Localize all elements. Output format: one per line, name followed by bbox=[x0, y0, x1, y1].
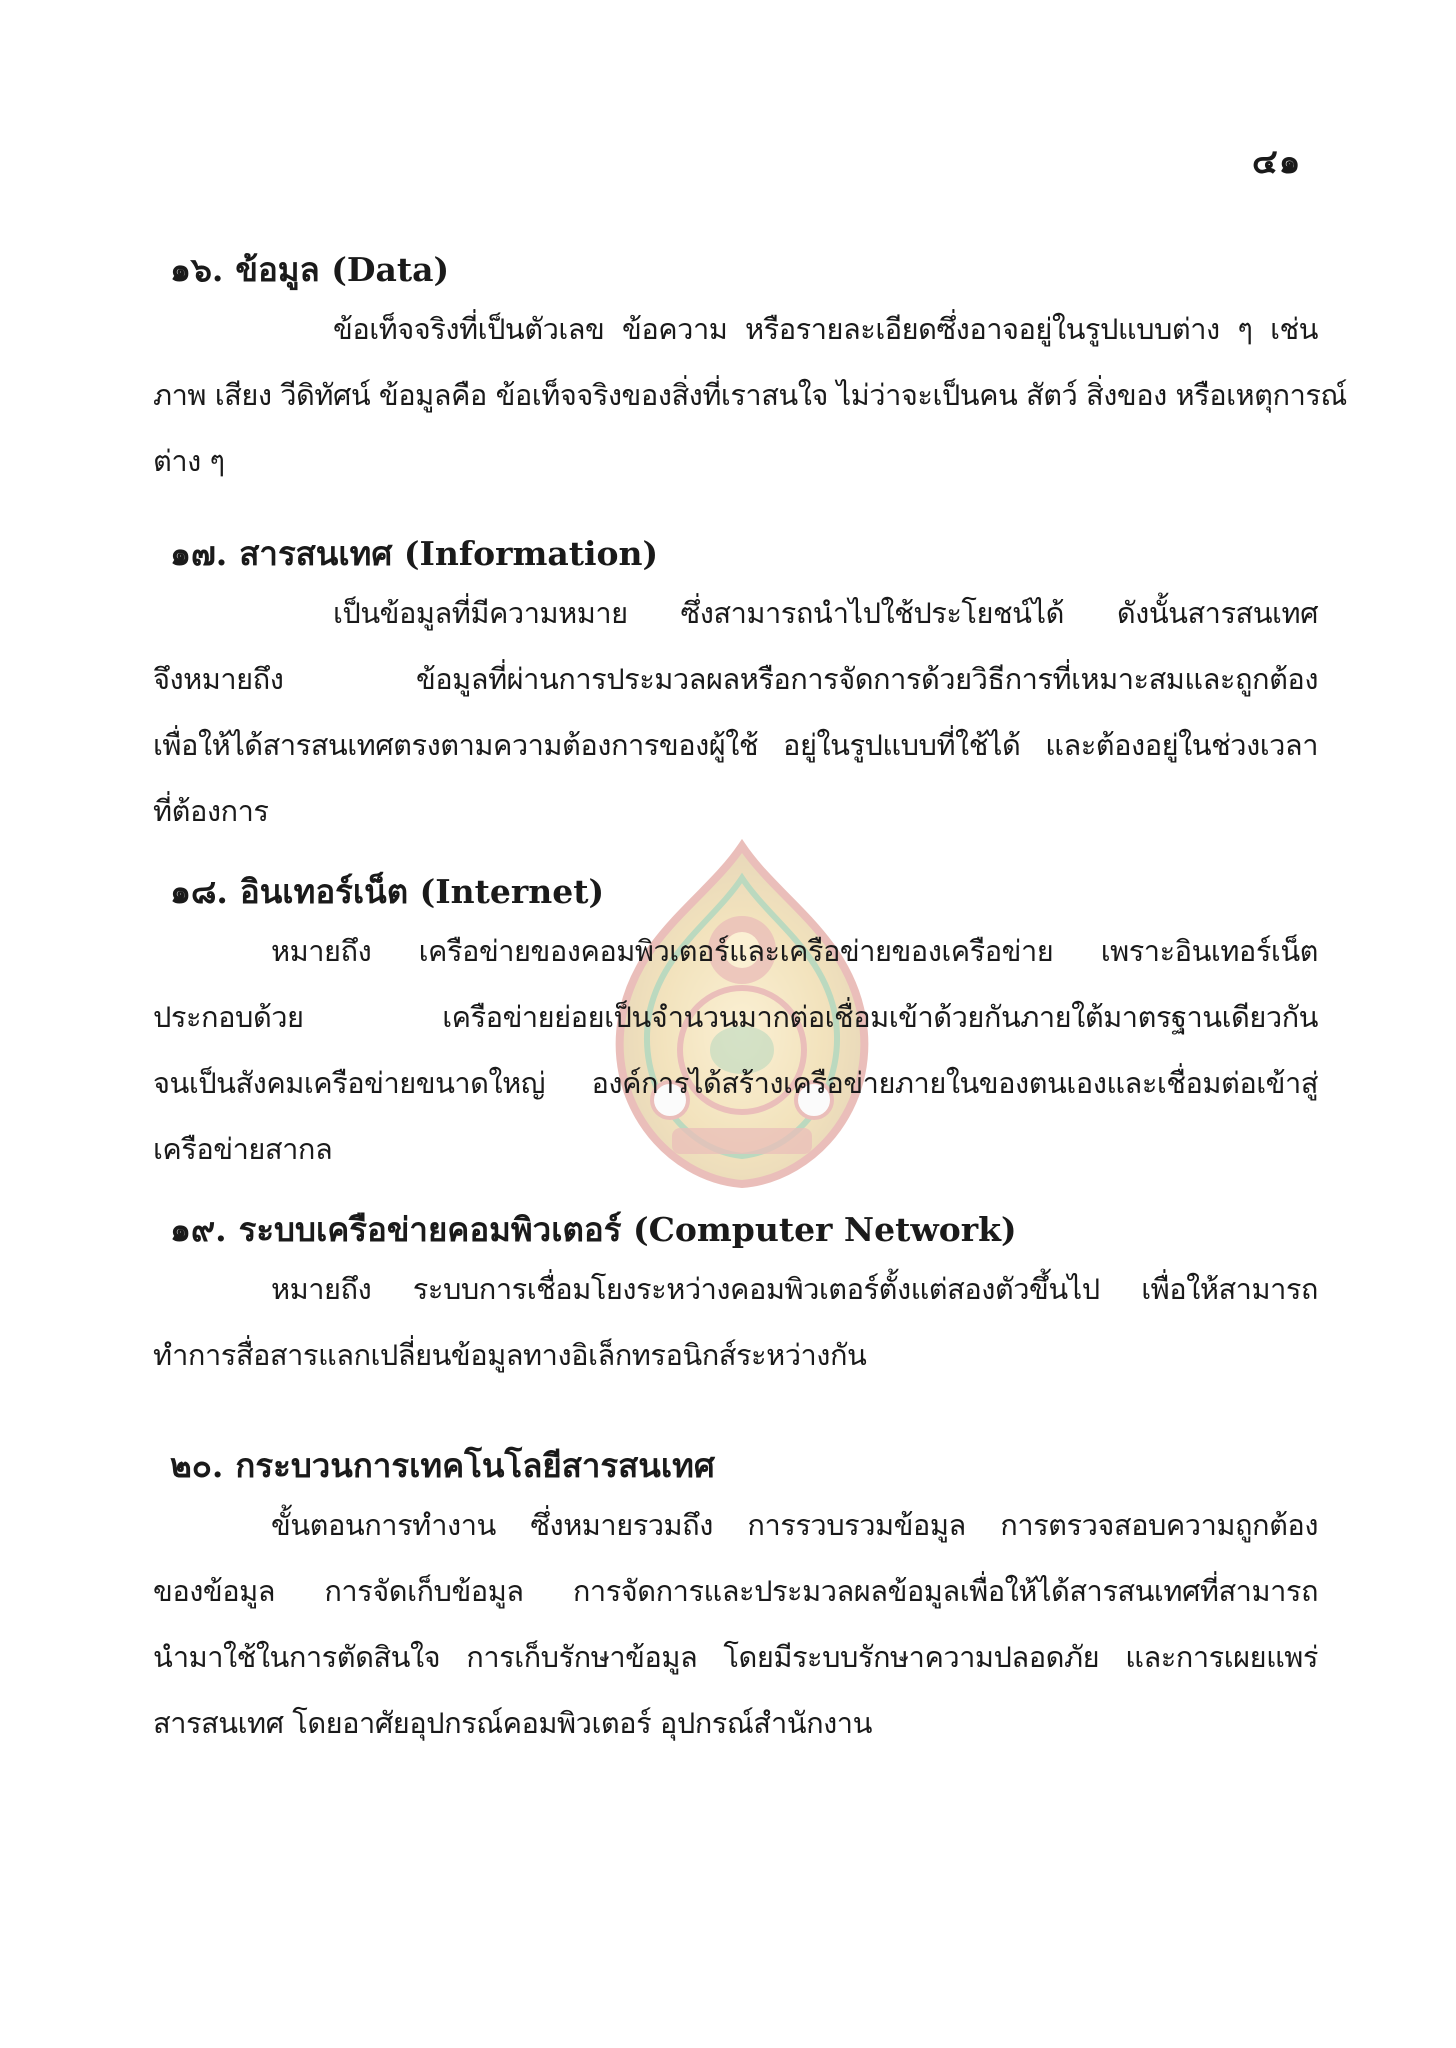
body-line: ขั้นตอนการทำงาน ซึ่งหมายรวมถึง การรวบรวมข้อมูล การตรวจสอบความถูกต้อง bbox=[271, 1508, 1318, 1542]
section-title: ระบบเครือข่ายคอมพิวเตอร์ (Computer Network) bbox=[238, 1210, 1017, 1249]
section-it-process bbox=[153, 1440, 1318, 1756]
section-body bbox=[153, 918, 1318, 1182]
section-data bbox=[153, 244, 1347, 494]
section-body bbox=[153, 296, 1347, 494]
section-heading bbox=[170, 244, 1318, 296]
body-line: จนเป็นสังคมเครือข่ายขนาดใหญ่ องค์การได้สร้างเครือข่ายภายในของตนเองและเชื่อมต่อเข้าสู่ bbox=[153, 1066, 1318, 1100]
section-number: ๑๖. bbox=[170, 250, 224, 289]
body-line: หมายถึง เครือข่ายของคอมพิวเตอร์และเครือข่ายของเครือข่าย เพราะอินเทอร์เน็ต bbox=[271, 934, 1318, 968]
body-line: หมายถึง ระบบการเชื่อมโยงระหว่างคอมพิวเตอร์ตั้งแต่สองตัวขึ้นไป เพื่อให้สามารถ bbox=[271, 1272, 1318, 1306]
section-information bbox=[153, 528, 1318, 844]
section-title: อินเทอร์เน็ต (Internet) bbox=[239, 872, 605, 911]
section-heading bbox=[170, 1440, 1318, 1492]
section-number: ๑๘. bbox=[170, 872, 228, 911]
body-line: จึงหมายถึง ข้อมูลที่ผ่านการประมวลผลหรือการจัดการด้วยวิธีการที่เหมาะสมและถูกต้อง bbox=[153, 662, 1318, 696]
body-line: นำมาใช้ในการตัดสินใจ การเก็บรักษาข้อมูล โดยมีระบบรักษาความปลอดภัย และการเผยแพร่ bbox=[153, 1640, 1318, 1674]
section-body bbox=[153, 580, 1318, 844]
body-line: ภาพ เสียง วีดิทัศน์ ข้อมูลคือ ข้อเท็จจริงของสิ่งที่เราสนใจ ไม่ว่าจะเป็นคน สัตว์ สิ่งของ หรือเหตุการณ์ bbox=[153, 378, 1347, 412]
section-heading bbox=[170, 866, 1318, 918]
section-number: ๒๐. bbox=[170, 1446, 224, 1485]
section-body bbox=[153, 1492, 1318, 1756]
section-body bbox=[153, 1256, 1318, 1388]
body-line: ข้อเท็จจริงที่เป็นตัวเลข ข้อความ หรือรายละเอียดซึ่งอาจอยู่ในรูปแบบต่าง ๆ เช่น bbox=[333, 312, 1318, 346]
body-line: ประกอบด้วย เครือข่ายย่อยเป็นจำนวนมากต่อเชื่อมเข้าด้วยกันภายใต้มาตรฐานเดียวกัน bbox=[153, 1000, 1318, 1034]
body-line: เครือข่ายสากล bbox=[153, 1132, 333, 1166]
section-computer-network bbox=[153, 1204, 1318, 1388]
section-number: ๑๙. bbox=[170, 1210, 227, 1249]
section-internet bbox=[153, 866, 1318, 1182]
body-line: สารสนเทศ โดยอาศัยอุปกรณ์คอมพิวเตอร์ อุปกรณ์สำนักงาน bbox=[153, 1706, 872, 1740]
body-line: ที่ต้องการ bbox=[153, 794, 269, 828]
body-line: ต่าง ๆ bbox=[153, 444, 225, 478]
section-heading bbox=[170, 1204, 1318, 1256]
body-line: เป็นข้อมูลที่มีความหมาย ซึ่งสามารถนำไปใช้ประโยชน์ได้ ดังนั้นสารสนเทศ bbox=[333, 596, 1318, 630]
body-line: ทำการสื่อสารแลกเปลี่ยนข้อมูลทางอิเล็กทรอนิกส์ระหว่างกัน bbox=[153, 1338, 867, 1372]
page-number: ๔๑ bbox=[1252, 142, 1302, 182]
body-line: ของข้อมูล การจัดเก็บข้อมูล การจัดการและประมวลผลข้อมูลเพื่อให้ได้สารสนเทศที่สามารถ bbox=[153, 1574, 1318, 1608]
section-number: ๑๗. bbox=[170, 534, 228, 573]
body-line: เพื่อให้ได้สารสนเทศตรงตามความต้องการของผู้ใช้ อยู่ในรูปแบบที่ใช้ได้ และต้องอยู่ในช่วงเวลา bbox=[153, 728, 1318, 762]
section-heading bbox=[170, 528, 1318, 580]
section-title: ข้อมูล (Data) bbox=[235, 250, 450, 289]
section-title: กระบวนการเทคโนโลยีสารสนเทศ bbox=[235, 1446, 715, 1485]
section-title: สารสนเทศ (Information) bbox=[239, 534, 659, 573]
